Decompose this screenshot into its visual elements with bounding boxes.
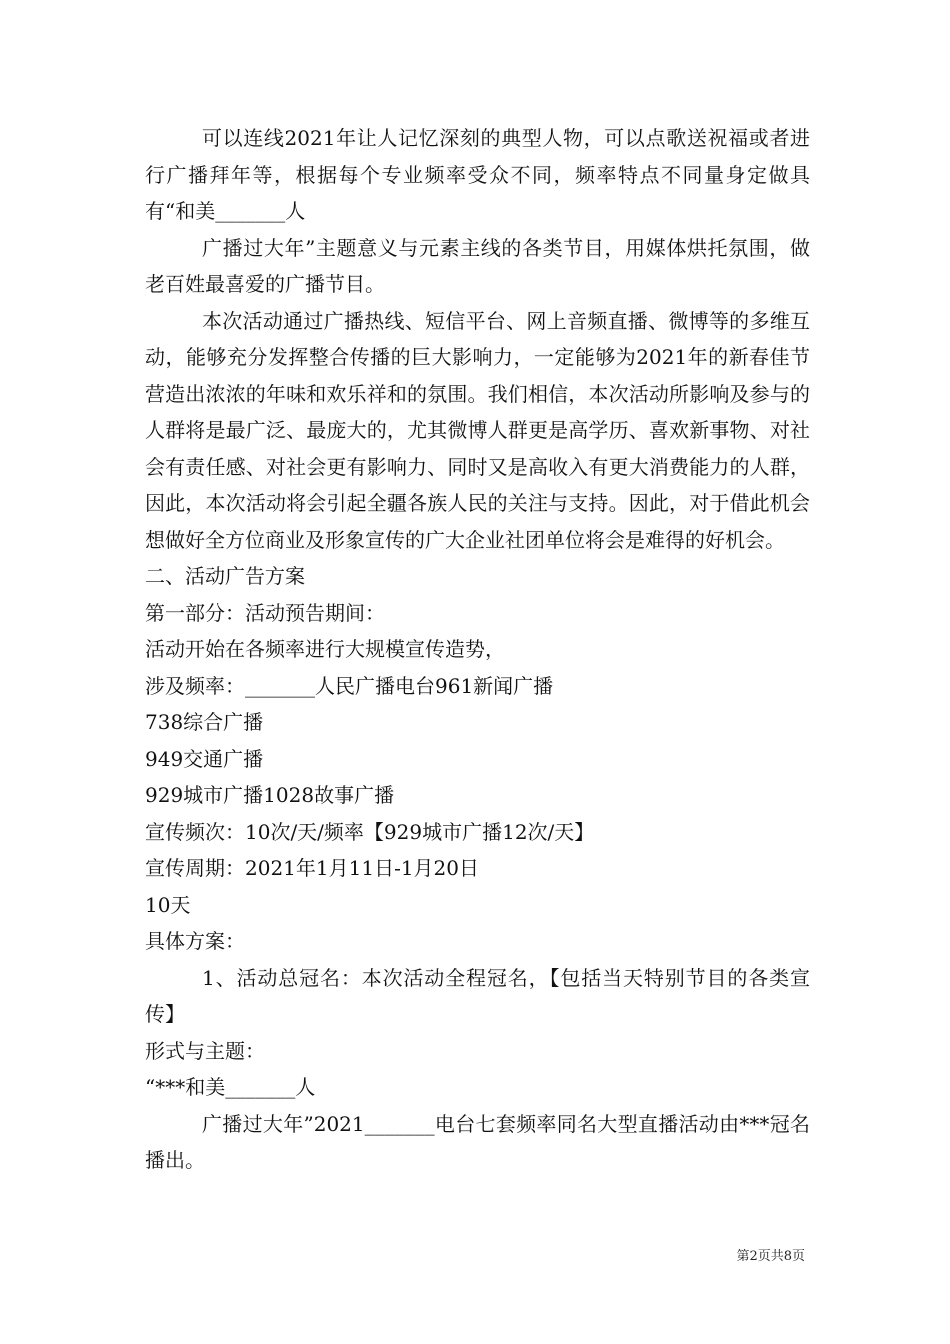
- kickoff-line: 活动开始在各频率进行大规模宣传造势，: [145, 637, 505, 661]
- frequencies-line: 涉及频率：_______人民广播电台961新闻广播: [145, 673, 554, 698]
- form-theme-label: 形式与主题：: [145, 1038, 265, 1063]
- page-indicator: 第2页共8页: [736, 1249, 805, 1264]
- document-body: [145, 120, 810, 1179]
- part-one-heading: 第一部分：活动预告期间：: [145, 600, 385, 625]
- paragraph-impact: 本次活动通过广播热线、短信平台、网上音频直播、微博等的多维互动，能够充分发挥整合传播的巨大影响力，一定能够为2021年的新春佳节营造出浓浓的年味和欢乐祥和的氛围。我们相信，本次活动所影响及参与的人群将是最广泛、最庞大的，尤其微博人群更是高学历、喜欢新事物、对社会有责任感、对社会更有影响力、同时又是高收入有更大消费能力的人群，因此，本次活动将会引起全疆各族人民的关注与支持。因此，对于借此机会想做好全方位商业及形象宣传的广大企业社团单位将会是难得的好机会。: [145, 308, 810, 552]
- plan-label: 具体方案：: [145, 929, 245, 953]
- paragraph-intro: 可以连线2021年让人记忆深刻的典型人物，可以点歌送祝福或者进行广播拜年等，根据每个专业频率受众不同，频率特点不同量身定做具有“和美_______人: [145, 126, 810, 223]
- frequency-949: 949交通广播: [145, 746, 264, 771]
- ad-frequency-line: 宣传频次：10次/天/频率【929城市广播12次/天】: [145, 819, 595, 844]
- sponsor-line: 广播过大年”2021_______电台七套频率同名大型直播活动由***冠名播出。: [145, 1111, 810, 1172]
- paragraph-theme: 广播过大年”主题意义与元素主线的各类节目，用媒体烘托氛围，做老百姓最喜爱的广播节目。: [145, 235, 810, 296]
- ad-days-line: 10天: [145, 892, 191, 917]
- ad-period-line: 宣传周期：2021年1月11日-1月20日: [145, 856, 480, 880]
- theme-line: “***和美_______人: [145, 1075, 316, 1099]
- frequency-738: 738综合广播: [145, 710, 264, 734]
- section-title: 二、活动广告方案: [145, 564, 305, 588]
- item-1-title-sponsor: 1、活动总冠名：本次活动全程冠名，【包括当天特别节目的各类宣传】: [145, 965, 810, 1026]
- frequency-929-1028: 929城市广播1028故事广播: [145, 783, 395, 807]
